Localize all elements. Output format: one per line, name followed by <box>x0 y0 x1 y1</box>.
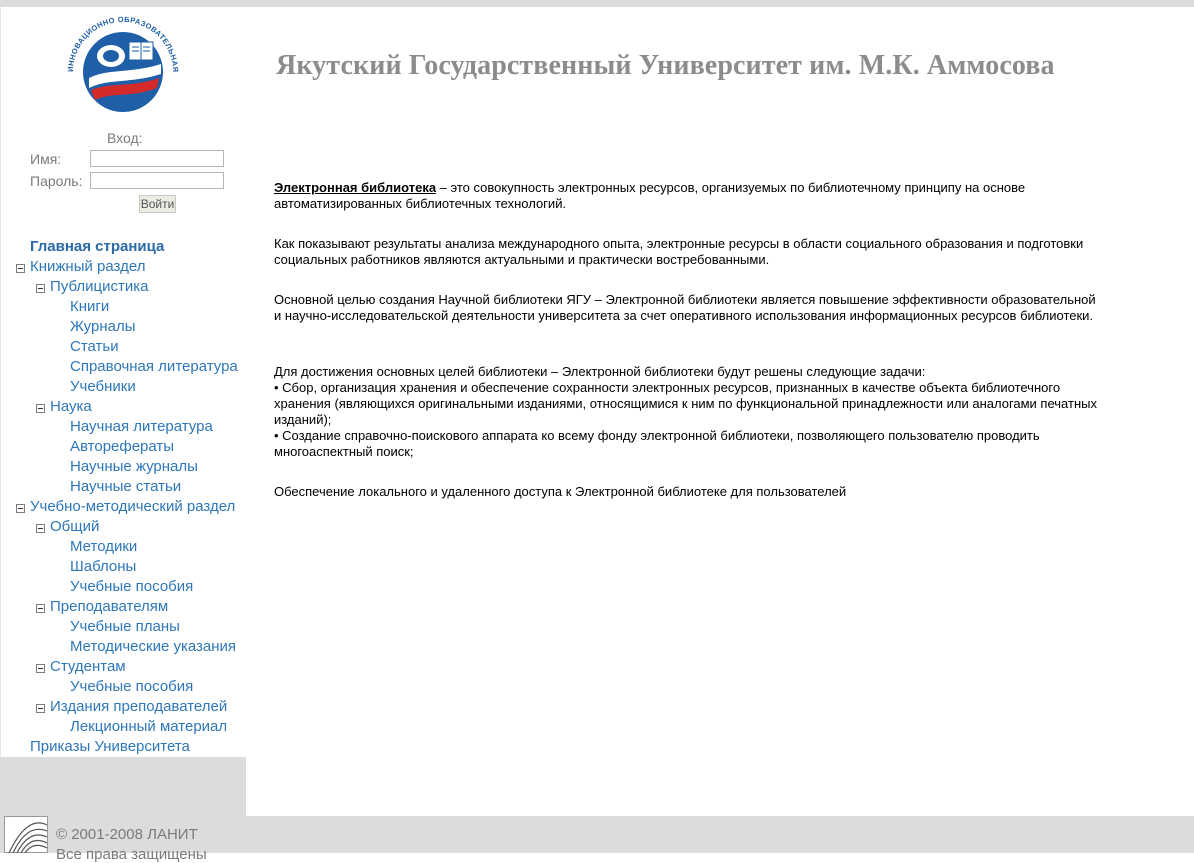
nav-item-methodical-section[interactable]: Учебно-методический раздел <box>30 498 236 515</box>
login-title: Вход: <box>107 130 143 146</box>
collapse-toggle-icon[interactable] <box>36 604 45 613</box>
nav-item-teacher-publications[interactable]: Издания преподавателей <box>50 698 228 715</box>
collapse-toggle-icon[interactable] <box>16 504 25 513</box>
logo-ring-text: ИННОВАЦИОННО ОБРАЗОВАТЕЛЬНАЯ <box>65 14 181 73</box>
content-paragraph: Как показывают результаты анализа международного опыта, электронные ресурсы в области социального образования и подготовки социальных работников являются актуальными и практически востребованными. <box>274 236 1084 267</box>
collapse-toggle-icon[interactable] <box>36 284 45 293</box>
password-input[interactable] <box>90 172 224 189</box>
nav-item-textbooks[interactable]: Учебники <box>70 378 136 395</box>
paragraph-text: – это совокупность электронных ресурсов, организуемых по библиотечному принципу на основе автоматизированных библиотечных технологий. <box>274 180 1026 211</box>
collapse-toggle-icon[interactable] <box>36 704 45 713</box>
name-label: Имя: <box>30 151 62 167</box>
content-paragraph: Обеспечение локального и удаленного доступа к Электронной библиотеке для пользователей <box>274 484 847 499</box>
nav-item-curricula[interactable]: Учебные планы <box>70 618 180 635</box>
collapse-toggle-icon[interactable] <box>36 404 45 413</box>
footer <box>0 816 1194 863</box>
nav-item-book-section[interactable]: Книжный раздел <box>30 258 146 275</box>
nav-item-study-guides[interactable]: Учебные пособия <box>70 578 194 595</box>
password-label: Пароль: <box>30 173 83 189</box>
nav-item-articles[interactable]: Статьи <box>70 338 119 355</box>
nav-item-university-orders[interactable]: Приказы Университета <box>30 738 190 755</box>
collapse-toggle-icon[interactable] <box>16 264 25 273</box>
nav-item-scientific-literature[interactable]: Научная литература <box>70 418 213 435</box>
nav-item-for-teachers[interactable]: Преподавателям <box>50 598 169 615</box>
nav-item-reference[interactable]: Справочная литература <box>70 358 238 375</box>
nav-item-lecture-material[interactable]: Лекционный материал <box>70 718 228 735</box>
right-edge <box>1188 7 1194 816</box>
page-title: Якутский Государственный Университет им. М.К. Аммосова <box>276 50 1055 81</box>
footer-rights: Все права защищены <box>56 846 207 863</box>
tasks-intro: Для достижения основных целей библиотеки – Электронной библиотеки будут решены следующие задачи: <box>274 364 926 379</box>
task-item: • Создание справочно-поискового аппарата ко всему фонду электронной библиотеки, позволяющего пользователю проводить многоаспектный поиск; <box>274 428 1040 459</box>
top-bar <box>0 0 1194 7</box>
nav-item-student-study-guides[interactable]: Учебные пособия <box>70 678 194 695</box>
nav-item-science[interactable]: Наука <box>50 398 92 415</box>
nav-item-journals[interactable]: Журналы <box>70 318 136 335</box>
lanit-logo-icon[interactable] <box>4 816 48 853</box>
nav-item-methods[interactable]: Методики <box>70 538 138 555</box>
nav-item-scientific-articles[interactable]: Научные статьи <box>70 478 182 495</box>
nav-item-general[interactable]: Общий <box>50 518 100 535</box>
name-input[interactable] <box>90 150 224 167</box>
nav-item-publicistics[interactable]: Публицистика <box>50 278 149 295</box>
footer-copyright: © 2001-2008 ЛАНИТ <box>56 826 198 843</box>
electronic-library-link[interactable]: Электронная библиотека <box>274 180 437 195</box>
nav-item-templates[interactable]: Шаблоны <box>70 558 137 575</box>
nav-home-link[interactable]: Главная страница <box>30 238 165 255</box>
task-item: • Сбор, организация хранения и обеспечение сохранности электронных ресурсов, признанных в качестве объекта библиотечного хранения (являющихся оригинальными изданиями, относящимися к ним по функциональной принадлежности или аналогами печатных изданий); <box>274 380 1097 427</box>
content-paragraph <box>274 364 1104 460</box>
nav-item-books[interactable]: Книги <box>70 298 110 315</box>
content-paragraph: Основной целью создания Научной библиотеки ЯГУ – Электронной библиотеки является повышение эффективности образовательной и научно-исследовательской деятельности университета за счет оперативного использования информационных ресурсов библиотеки. <box>274 292 1096 323</box>
content-paragraph <box>274 180 1104 212</box>
sidebar-bottom <box>0 757 246 816</box>
nav-item-for-students[interactable]: Студентам <box>50 658 126 675</box>
collapse-toggle-icon[interactable] <box>36 524 45 533</box>
collapse-toggle-icon[interactable] <box>36 664 45 673</box>
nav-item-abstracts[interactable]: Авторефераты <box>70 438 175 455</box>
university-logo-icon[interactable] <box>59 12 187 124</box>
nav-item-scientific-journals[interactable]: Научные журналы <box>70 458 198 475</box>
login-button[interactable]: Войти <box>140 197 175 211</box>
nav-item-methodical-instructions[interactable]: Методические указания <box>70 638 237 655</box>
